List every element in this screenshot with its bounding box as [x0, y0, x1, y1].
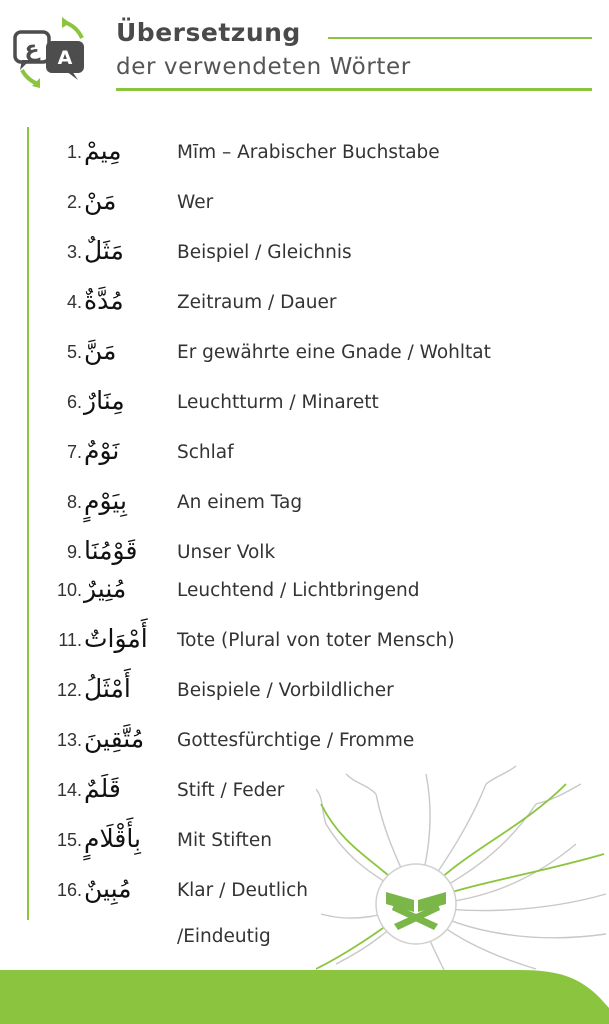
- german-meaning: Leuchtturm / Minarett: [177, 391, 379, 413]
- arabic-word: قَوْمُنَا: [84, 535, 138, 565]
- arabic-word: مُنِيرٌ: [84, 573, 127, 603]
- item-number: 15.: [56, 829, 82, 850]
- item-number: 7.: [66, 441, 82, 462]
- list-accent-line: [27, 127, 29, 920]
- page-title: Übersetzung: [116, 18, 301, 47]
- german-meaning: Unser Volk: [177, 541, 276, 563]
- german-meaning: Mit Stiften: [177, 829, 272, 851]
- item-number: 1.: [66, 141, 82, 162]
- item-number: 4.: [66, 291, 82, 312]
- footer-band: [0, 968, 609, 1024]
- german-meaning: Tote (Plural von toter Mensch): [177, 629, 455, 651]
- item-number: 5.: [66, 341, 82, 362]
- meaning-continuation: /Eindeutig: [177, 926, 271, 947]
- svg-text:A: A: [57, 47, 73, 69]
- item-number: 8.: [66, 491, 82, 512]
- item-number: 10.: [56, 579, 82, 600]
- german-meaning: Stift / Feder: [177, 779, 285, 801]
- item-number: 14.: [56, 779, 82, 800]
- item-number: 3.: [66, 241, 82, 262]
- german-meaning: Gottesfürchtige / Fromme: [177, 729, 415, 751]
- item-number: 6.: [66, 391, 82, 412]
- arabic-word: نَوْمٌ: [84, 435, 120, 465]
- german-meaning: Beispiele / Vorbildlicher: [177, 679, 394, 701]
- arabic-word: قَلَمٌ: [84, 773, 121, 803]
- item-number: 13.: [56, 729, 82, 750]
- arabic-word: مَنَّ: [84, 335, 117, 365]
- arabic-word: مَثَلٌ: [84, 235, 124, 265]
- german-meaning: Wer: [177, 191, 214, 213]
- item-number: 11.: [58, 629, 82, 650]
- arabic-word: مُبِينٌ: [84, 873, 132, 903]
- translation-icon: [12, 16, 88, 88]
- arabic-word: مِنَارٌ: [84, 385, 125, 415]
- quran-tree-icon: [316, 764, 609, 974]
- arabic-word: مُتَّقِينَ: [84, 723, 145, 753]
- arabic-word: مَنْ: [84, 185, 117, 215]
- german-meaning: Leuchtend / Lichtbringend: [177, 579, 420, 601]
- german-meaning: Klar / Deutlich: [177, 879, 308, 901]
- arabic-word: أَمْثَلُ: [84, 673, 131, 703]
- item-number: 16.: [56, 879, 82, 900]
- svg-text:ع: ع: [24, 37, 40, 62]
- arabic-word: أَمْوَاتٌ: [84, 623, 148, 653]
- title-divider: [328, 37, 592, 39]
- german-meaning: Zeitraum / Dauer: [177, 291, 337, 313]
- item-number: 9.: [66, 541, 82, 562]
- header-divider: [116, 88, 592, 91]
- german-meaning: An einem Tag: [177, 491, 303, 513]
- german-meaning: Beispiel / Gleichnis: [177, 241, 352, 263]
- page-subtitle: der verwendeten Wörter: [116, 54, 411, 80]
- arabic-word: بِأَقْلَامٍ: [84, 823, 141, 853]
- arabic-word: بِيَوْمٍ: [84, 485, 127, 515]
- german-meaning: Schlaf: [177, 441, 234, 463]
- german-meaning: Er gewährte eine Gnade / Wohltat: [177, 341, 491, 363]
- item-number: 2.: [66, 191, 82, 212]
- arabic-word: مِيمْ: [84, 135, 122, 165]
- item-number: 12.: [56, 679, 82, 700]
- german-meaning: Mīm – Arabischer Buchstabe: [177, 141, 440, 163]
- arabic-word: مُدَّةٌ: [84, 285, 124, 315]
